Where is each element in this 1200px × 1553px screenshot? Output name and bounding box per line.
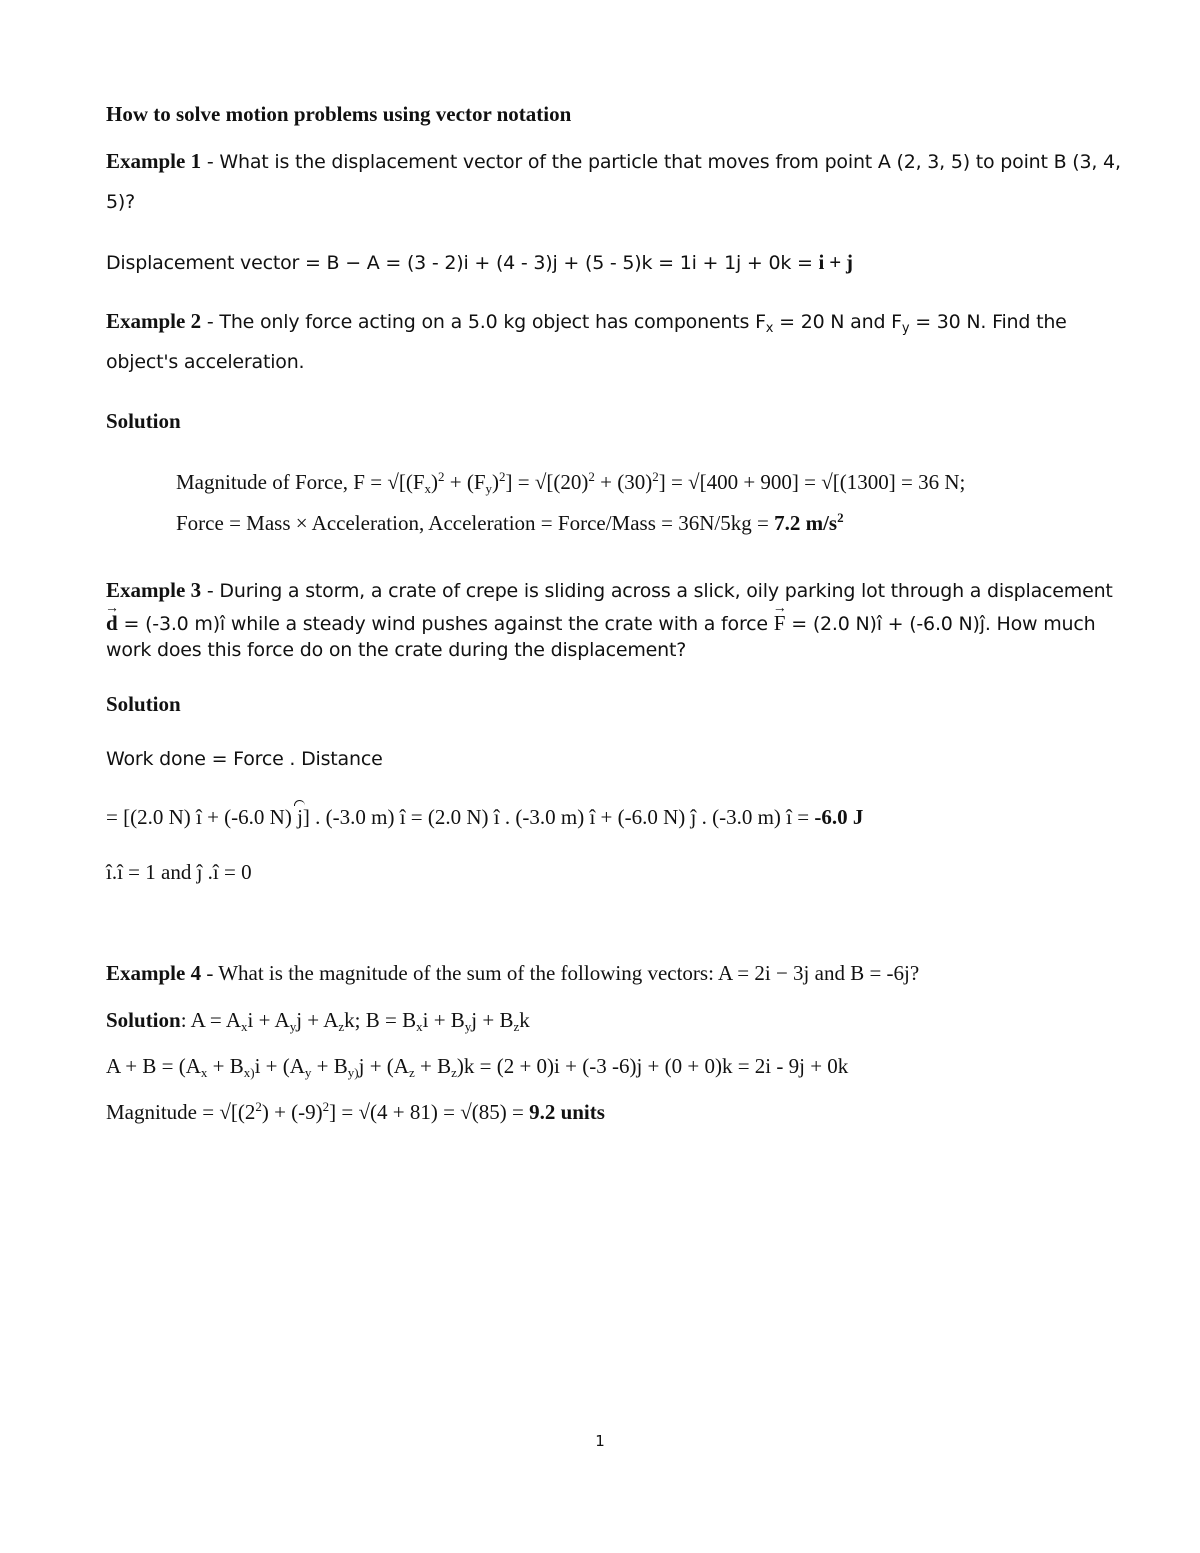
displacement-vector-symbol: d → bbox=[106, 610, 118, 636]
example-3-question-line3: work does this force do on the crate during the displacement? bbox=[106, 639, 687, 661]
example-4-sum: $A + B = (A_x + B_{x)}i + (A_y + B_{y)}j + (A_z + B_z)k = (2 + 0)i + (-3$ -6)j + (0 + 0)k = 2i - 9j + 0k bbox=[106, 1054, 849, 1080]
example-2-acceleration: Force = Mass × Acceleration, Acceleration = Force/Mass = 36N/5kg = 7.2 $m/s^2$ bbox=[176, 510, 844, 535]
force-vector-symbol: F → bbox=[774, 610, 786, 636]
example-3-solution-heading: Solution bbox=[106, 692, 181, 716]
example-3-work-definition: Work done = Force . Distance bbox=[106, 748, 383, 770]
example-1-answer: Displacement vector = B − A = (3 - 2)i + (4 - 3)j + (5 - 5)k = 1i + 1j + 0k = i + j bbox=[106, 250, 853, 274]
example-3-label: Example 3 bbox=[106, 578, 202, 602]
example-2-solution-heading: Solution bbox=[106, 409, 181, 433]
example-1-label: Example 1 bbox=[106, 149, 202, 173]
page-number: 1 bbox=[595, 1432, 605, 1450]
example-3-dot-products: î.î = 1 and ĵ .î = 0 bbox=[106, 860, 252, 884]
example-4-question: Example 4 - What is the magnitude of the sum of the following vectors: A = 2i − 3j and B = -6j? bbox=[106, 961, 920, 985]
example-3-question-line2: d → = (-3.0 m)î while a steady wind pushes against the crate with a force F → = (2.0 N)î + (-6.0 N)ĵ. How much bbox=[106, 610, 1095, 637]
page-title: How to solve motion problems using vector notation bbox=[106, 102, 572, 126]
example-2-magnitude: Magnitude of Force, $F = √[(F_x)^2 + (F_y)^2] = √[(20)^2 + (30)^2] = √[400 + 900] = √[(1300] = 36$ N; bbox=[176, 469, 966, 496]
example-4-magnitude: Magnitude = $√[(2^2) + (-9)^2] = √(4 + 81) = √(85) = 9.2$ units bbox=[106, 1099, 605, 1124]
example-1-question: Example 1 - What is the displacement vector of the particle that moves from point A (2, 3, 5) to point B (3, 4, bbox=[106, 149, 1121, 173]
example-4-label: Example 4 bbox=[106, 961, 202, 985]
example-2-question: Example 2 - The only force acting on a 5.0 kg object has components $F_x = 20$ N and $F_y = 30$ N. Find the bbox=[106, 309, 1067, 336]
example-2-question-cont: object's acceleration. bbox=[106, 351, 305, 373]
example-1-question-cont: 5)? bbox=[106, 191, 135, 213]
example-4-solution: Solution: $A = A_xi + A_yj + A_zk$; $B = B_xi + B_yj + B_zk$ bbox=[106, 1008, 530, 1034]
example-3-equation: = [(2.0 N) î + (-6.0 N) j] . (-3.0 m) î = (2.0 N) î . (-3.0 m) î + (-6.0 N) ĵ . (-3.0 m) î = -6.0 J bbox=[106, 805, 864, 829]
j-hat-symbol: j bbox=[297, 805, 303, 829]
example-3-question: Example 3 - During a storm, a crate of crepe is sliding across a slick, oily parking lot through a displacement bbox=[106, 578, 1113, 602]
example-2-label: Example 2 bbox=[106, 309, 202, 333]
